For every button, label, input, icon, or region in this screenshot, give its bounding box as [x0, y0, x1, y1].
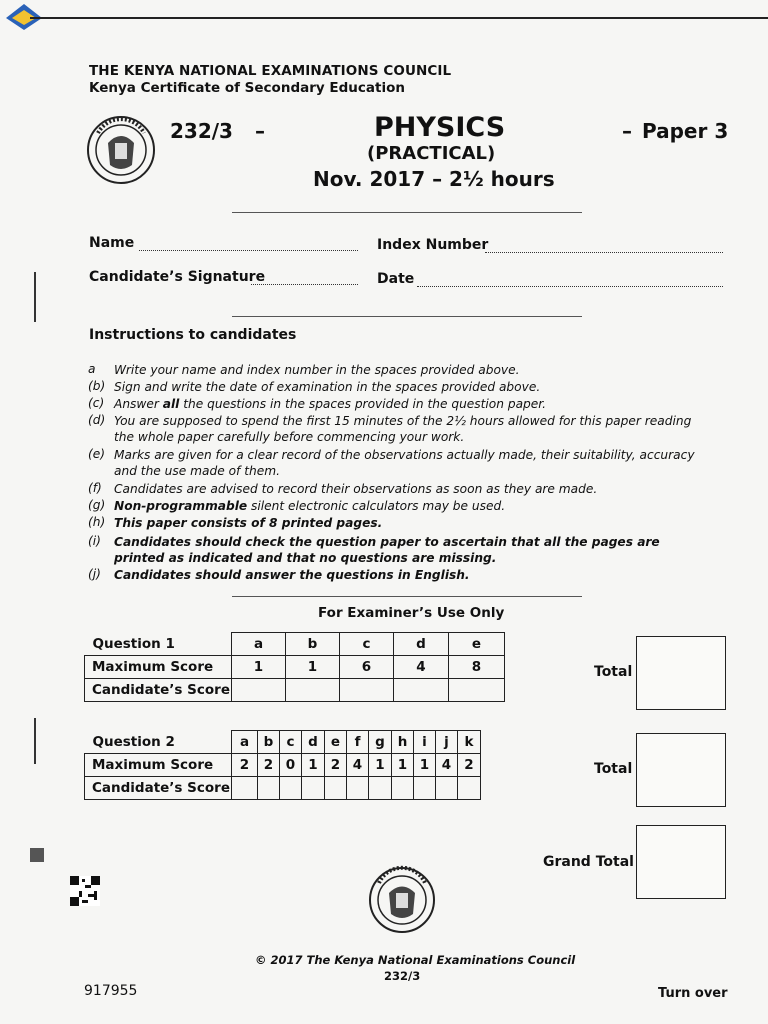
index-number-label: Index Number	[377, 237, 489, 253]
subject-title: PHYSICS	[374, 112, 506, 143]
candidate-score-cell[interactable]	[392, 777, 414, 800]
max-score-cell: 2	[458, 754, 481, 777]
instruction-label: (g)	[88, 498, 106, 512]
grand-total-box[interactable]	[636, 825, 726, 899]
instruction-label: (f)	[88, 481, 102, 495]
signature-label: Candidate’s Signature	[89, 269, 266, 285]
part-label: b	[286, 633, 340, 656]
max-score-cell: 2	[325, 754, 347, 777]
candidate-score-label: Candidate’s Score	[85, 679, 232, 702]
max-score-cell: 1	[414, 754, 436, 777]
part-label: g	[369, 731, 392, 754]
question-1-total-box[interactable]	[636, 636, 726, 710]
candidate-score-cell[interactable]	[280, 777, 302, 800]
candidate-score-cell[interactable]	[458, 777, 481, 800]
instructions-divider	[232, 596, 582, 597]
instructions-title: Instructions to candidates	[89, 327, 297, 343]
date-label: Date	[377, 271, 415, 287]
turn-over-note: Turn over	[658, 986, 728, 1001]
instruction-label: (h)	[88, 515, 106, 529]
instruction-text: Sign and write the date of examination in the spaces provided above.	[114, 380, 541, 394]
instruction-label: (j)	[88, 567, 101, 581]
question-1-total-label: Total	[594, 664, 633, 680]
subject-subtitle: (PRACTICAL)	[367, 143, 496, 164]
instruction-label: (d)	[88, 413, 106, 427]
paper-code: 232/3	[170, 119, 233, 143]
candidate-score-label: Candidate’s Score	[85, 777, 232, 800]
question-2-total-label: Total	[594, 761, 633, 777]
part-label: h	[392, 731, 414, 754]
top-rule	[30, 17, 768, 19]
candidate-score-cell[interactable]	[369, 777, 392, 800]
certificate-name: Kenya Certificate of Secondary Education	[89, 80, 405, 96]
instruction-text: Candidates are advised to record their observations as soon as they are made.	[114, 482, 598, 496]
instruction-text: Write your name and index number in the spaces provided above.	[114, 363, 520, 377]
instruction-label: (e)	[88, 447, 106, 461]
instruction-text: You are supposed to spend the first 15 minutes of the 2½ hours allowed for this paper reading the whole paper carefully before commencing your work.	[114, 414, 692, 444]
signature-field[interactable]	[251, 284, 358, 285]
candidate-score-cell[interactable]	[449, 679, 505, 702]
candidate-score-cell[interactable]	[414, 777, 436, 800]
max-score-cell: 8	[449, 656, 505, 679]
max-score-cell: 4	[347, 754, 369, 777]
part-label: f	[347, 731, 369, 754]
max-score-cell: 1	[369, 754, 392, 777]
part-label: c	[280, 731, 302, 754]
instruction-text: Answer all the questions in the spaces provided in the question paper.	[114, 397, 547, 411]
candidate-score-cell[interactable]	[302, 777, 325, 800]
candidate-score-cell[interactable]	[340, 679, 394, 702]
fields-divider	[232, 316, 582, 317]
part-label: a	[232, 633, 286, 656]
part-label: c	[340, 633, 394, 656]
part-label: j	[436, 731, 458, 754]
grand-total-label: Grand Total	[543, 854, 634, 870]
name-label: Name	[89, 235, 135, 251]
paper-number: Paper 3	[642, 119, 729, 143]
serial-number: 917955	[84, 983, 138, 999]
part-label: e	[325, 731, 347, 754]
instruction-text: Candidates should answer the questions in English.	[114, 568, 470, 582]
instruction-text: Non-programmable silent electronic calculators may be used.	[114, 499, 506, 513]
candidate-score-cell[interactable]	[286, 679, 340, 702]
question-1-score-table	[84, 632, 505, 702]
candidate-score-cell[interactable]	[347, 777, 369, 800]
dash-right: –	[622, 119, 632, 143]
instruction-text: This paper consists of 8 printed pages.	[114, 516, 383, 530]
question-1-label: Question 1	[92, 635, 175, 652]
part-label: b	[258, 731, 280, 754]
instruction-text: Marks are given for a clear record of the observations actually made, their suitability, accuracy and the use made of them.	[114, 448, 695, 478]
maximum-score-label: Maximum Score	[85, 656, 232, 679]
examiner-use-title: For Examiner’s Use Only	[318, 605, 505, 621]
candidate-score-cell[interactable]	[325, 777, 347, 800]
scan-mark	[34, 718, 36, 764]
header-divider	[232, 212, 582, 213]
maximum-score-label: Maximum Score	[85, 754, 232, 777]
name-field[interactable]	[139, 250, 358, 251]
part-label: a	[232, 731, 258, 754]
part-label: e	[449, 633, 505, 656]
qr-code-icon	[70, 876, 100, 906]
max-score-cell: 6	[340, 656, 394, 679]
scan-mark	[34, 272, 36, 322]
max-score-cell: 1	[392, 754, 414, 777]
instruction-text: Candidates should check the question paper to ascertain that all the pages are printed as indicated and that no questions are missing.	[114, 535, 660, 565]
question-2-score-table	[84, 730, 481, 800]
max-score-cell: 2	[232, 754, 258, 777]
candidate-score-cell[interactable]	[258, 777, 280, 800]
part-label: d	[302, 731, 325, 754]
question-2-total-box[interactable]	[636, 733, 726, 807]
candidate-score-cell[interactable]	[436, 777, 458, 800]
candidate-score-cell[interactable]	[232, 777, 258, 800]
coat-of-arms-seal-bottom	[367, 864, 437, 936]
footer-code: 232/3	[384, 969, 421, 983]
index-number-field[interactable]	[485, 252, 723, 253]
instruction-label: (i)	[88, 534, 101, 548]
part-label: k	[458, 731, 481, 754]
candidate-score-cell[interactable]	[394, 679, 449, 702]
date-field[interactable]	[417, 286, 723, 287]
coat-of-arms-seal	[86, 113, 156, 187]
instruction-label: (c)	[88, 396, 105, 410]
instruction-label: a	[88, 362, 96, 376]
max-score-cell: 4	[394, 656, 449, 679]
scan-mark	[30, 848, 44, 862]
candidate-score-cell[interactable]	[232, 679, 286, 702]
max-score-cell: 1	[232, 656, 286, 679]
part-label: d	[394, 633, 449, 656]
instruction-label: (b)	[88, 379, 106, 393]
max-score-cell: 0	[280, 754, 302, 777]
max-score-cell: 1	[286, 656, 340, 679]
council-name: THE KENYA NATIONAL EXAMINATIONS COUNCIL	[89, 63, 452, 79]
max-score-cell: 1	[302, 754, 325, 777]
part-label: i	[414, 731, 436, 754]
question-2-label: Question 2	[92, 733, 175, 750]
dash-left: –	[255, 119, 265, 143]
max-score-cell: 4	[436, 754, 458, 777]
max-score-cell: 2	[258, 754, 280, 777]
copyright-notice: © 2017 The Kenya National Examinations Council	[255, 953, 576, 967]
exam-duration: Nov. 2017 – 2½ hours	[313, 167, 555, 191]
